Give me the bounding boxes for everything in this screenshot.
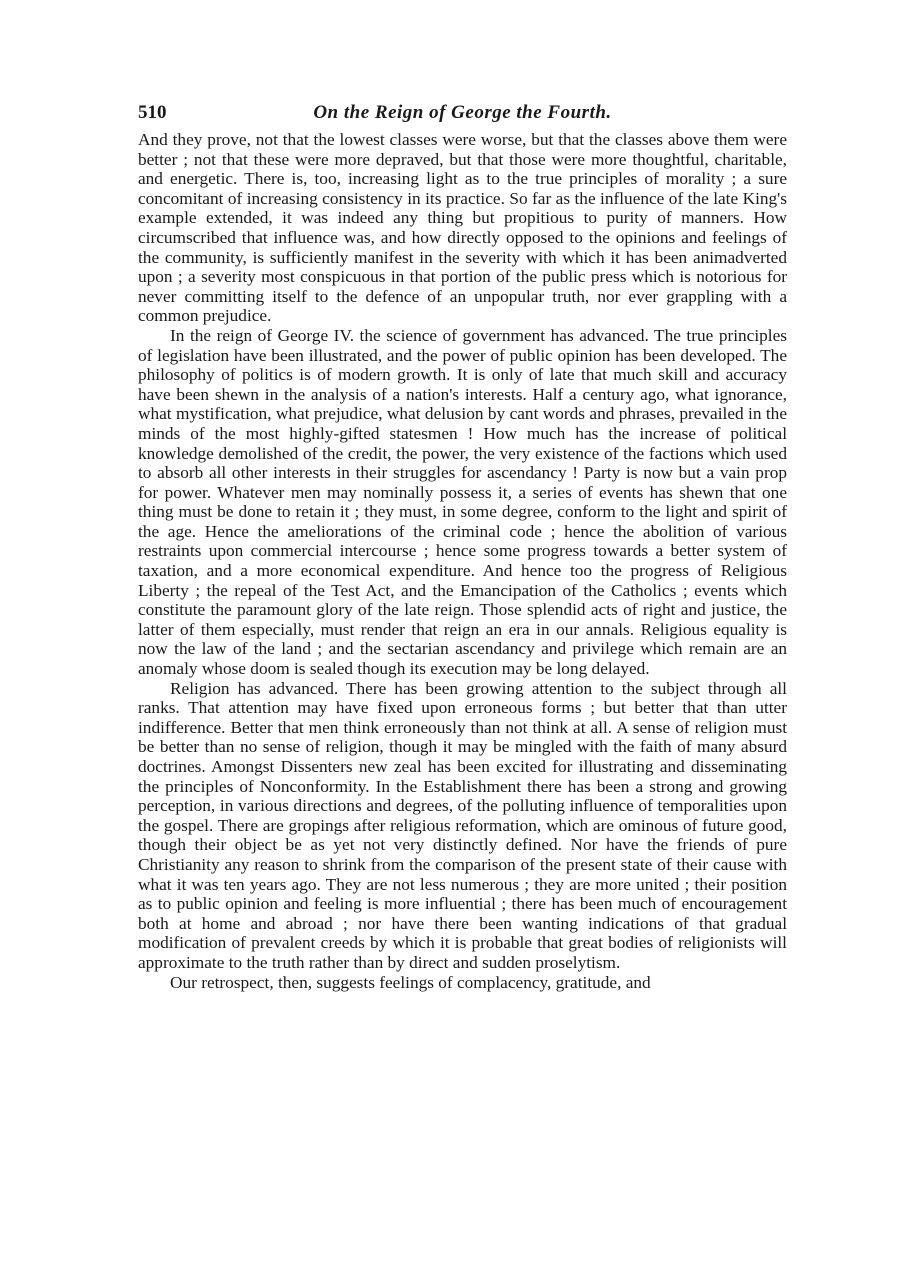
body-text: [138, 130, 787, 992]
page-header: [138, 96, 787, 130]
running-title: On the Reign of George the Fourth.: [313, 102, 612, 123]
paragraph: Our retrospect, then, suggests feelings of complacency, gratitude, and: [170, 972, 651, 992]
paragraph: Religion has advanced. There has been growing attention to the subject through all ranks. That attention may have fixed upon erroneous forms ; but better that than utter indifference. Better that men think erroneously than not think at all. A sense of religion must be better than no sense of religion, though it may be mingled with the faith of many absurd doctrines. Amongst Dissenters new zeal has been excited for illustrating and disseminating the principles of Nonconformity. In the Establishment there has been a strong and growing perception, in various directions and degrees, of the polluting influence of temporalities upon the gospel. There are gropings after religious reformation, which are ominous of future good, though their object be as yet not very distinctly defined. Nor have the friends of pure Christianity any reason to shrink from the comparison of the present state of their cause with what it was ten years ago. They are not less numerous ; they are more united ; their position as to public opinion and feeling is more influential ; there has been much of encouragement both at home and abroad ; nor have there been wanting indications of that gradual modification of prevalent creeds by which it is probable that great bodies of religionists will approximate to the truth rather than by direct and sudden proselytism.: [138, 678, 787, 972]
paragraph: And they prove, not that the lowest classes were worse, but that the classes above them were better ; not that these were more depraved, but that those were more thoughtful, charitable, and energetic. There is, too, increasing light as to the true principles of morality ; a sure concomitant of increasing consistency in its practice. So far as the influence of the late King's example extended, it was indeed any thing but propitious to purity of manners. How circumscribed that influence was, and how directly opposed to the opinions and feelings of the community, is sufficiently manifest in the severity with which it has been animadverted upon ; a severity most conspicuous in that portion of the public press which is notorious for never committing itself to the defence of an unpopular truth, nor ever grappling with a common prejudice.: [138, 130, 787, 326]
page-number: 510: [138, 102, 167, 123]
paragraph: In the reign of George IV. the science of government has advanced. The true principles of legislation have been illustrated, and the power of public opinion has been developed. The philosophy of politics is of modern growth. It is only of late that much skill and accuracy have been shewn in the analysis of a nation's interests. Half a century ago, what ignorance, what mystification, what prejudice, what delusion by cant words and phrases, prevailed in the minds of the most highly-gifted statesmen ! How much has the increase of political knowledge demolished of the credit, the power, the very existence of the factions which used to absorb all other interests in their struggles for ascendancy ! Party is now but a vain prop for power. Whatever men may nominally possess it, a series of events has shewn that one thing must be done to retain it ; they must, in some degree, conform to the light and spirit of the age. Hence the ameliorations of the criminal code ; hence the abolition of various restraints upon commercial intercourse ; hence some progress towards a better system of taxation, and a more economical expenditure. And hence too the progress of Religious Liberty ; the repeal of the Test Act, and the Emancipation of the Catholics ; events which constitute the paramount glory of the late reign. Those splendid acts of right and justice, the latter of them especially, must render that reign an era in our annals. Religious equality is now the law of the land ; and the sectarian ascendancy and privilege which remain are an anomaly whose doom is sealed though its execution may be long delayed.: [138, 325, 787, 679]
